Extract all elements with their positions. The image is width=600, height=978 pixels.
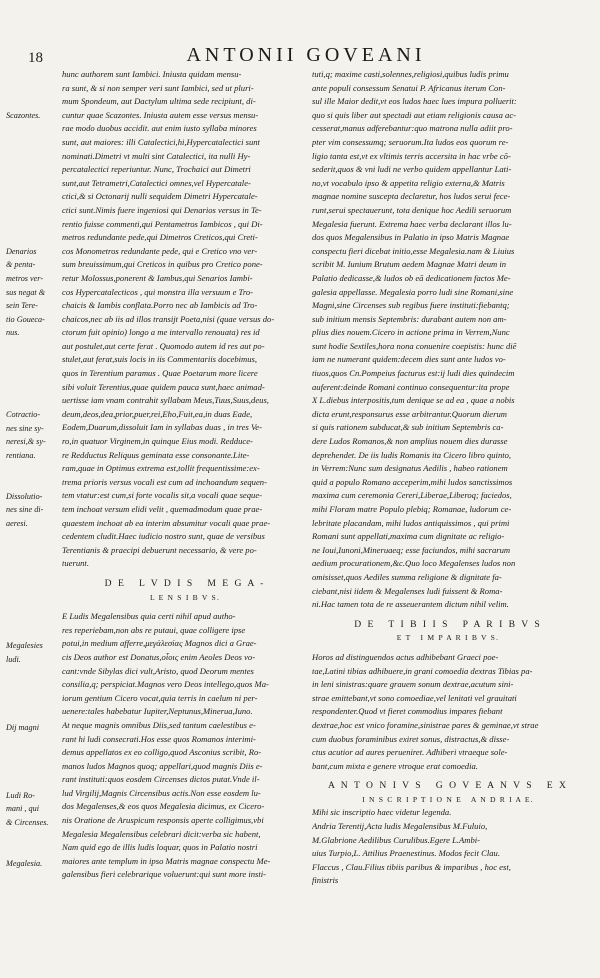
text-line: magnae nomine suscepta declaretur, hos ludos serui fece-	[312, 191, 511, 202]
text-line: stulet,aut ferat,suis locis in iis Commentariis docebimus,	[62, 354, 258, 365]
text-line: sum breuissimum,qui Creticos in quibus pro Cretico pone-	[62, 259, 263, 270]
text-line: runt,serui spectauerunt, tota denique hoc Aedili seruorum	[312, 204, 512, 215]
text-line: galesia appellasse. Megalesia porro ludi sine Romani,sine	[312, 286, 514, 297]
margin-note: Cotractio-	[6, 410, 41, 419]
text-line: ram,quae in Optimus extrema est,tollit frequentissime:ex-	[62, 463, 260, 474]
text-line: cum duobus foraminibus exiret sonus, distractus,& disse-	[312, 733, 510, 744]
text-line: Magni,sine Circenses sub regibus fuere instituti:fiebantq;	[312, 300, 510, 311]
text-line: dextrae,hoc est vnico foramine,sinistrae pares & geminae,vt strae	[312, 719, 539, 730]
text-line: uius Turpio,L. Attilius Praenestinus. Modos fecit Clau.	[312, 848, 500, 859]
margin-note: & Circenses.	[6, 818, 49, 827]
text-line: quo si quis liber aut spectadi aut etiam religionis causa ac-	[312, 109, 517, 120]
text-line: Flaccus , Clau.Filius tibiis paribus & imparibus , hoc est,	[312, 861, 511, 872]
section-heading: L E N S I B V S.	[149, 592, 221, 602]
text-line: dere Ludos Romanos,& non amplius nouem dies durasse	[312, 436, 508, 447]
text-line: Eodem,Duarum,dissoluit Iam in syllabas duas , in tres Ve-	[62, 422, 262, 433]
text-line: bant,cum mixta e genere vtroque erat comoedia.	[312, 760, 478, 771]
text-line: manos ludos Magnos quoq; appellari,quod magnis Diis e-	[62, 760, 263, 771]
right-column	[312, 68, 584, 966]
text-line: pter vim consessumq; seruorum.Ita ludos eos quorum re-	[312, 136, 509, 147]
text-line: Palatio dedicasse,& ludos ob eā dedicationem factos Me-	[312, 272, 511, 283]
text-line: quos in Terentium paramus . Quae Poetarum more licere	[62, 368, 258, 379]
text-line: no,vt vocabulo ipso & appetita religio externa,& Matris	[312, 177, 505, 188]
text-line: ni.Hac tamen tota de re asseuerantem dictum nihil velim.	[312, 599, 509, 610]
text-line: sul ille Maior dedit,vt eos ludos haec lues impura polluerit:	[312, 96, 517, 107]
text-line: tuerunt.	[62, 558, 89, 569]
margin-note: sein Tere-	[6, 301, 38, 311]
text-line: iam ne numerant quidem:decem dies sunt ante ludos vo-	[312, 354, 506, 365]
margin-note: & penta-	[6, 260, 36, 270]
margin-notes	[6, 68, 62, 966]
text-line: rentio fuisse commenti,qui Pentametros Iambicos , qui Di-	[62, 218, 263, 229]
text-line: Mihi sic inscriptio haec videtur legenda.	[312, 807, 452, 818]
text-line: ctici sunt.Nimis fuere ingeniosi qui Denarios versus in Te-	[62, 204, 262, 215]
text-line: plius dies nouem.Cicero in actione prima in Verrem,Nunc	[312, 327, 510, 338]
text-line: cos Monometros redundante pede, qui e Cretico vno ver-	[62, 245, 258, 256]
text-line: auferent:deinde Romani continuo consequentur:ita prope	[312, 381, 510, 392]
text-line: deprehendet. De iis ludis Romanis ita Cicero libro quinto,	[312, 449, 512, 460]
text-line: ro,in quatuor Virginem,in quinque Eius modi. Redduce-	[62, 436, 253, 447]
text-line: metros redundante pede,qui Dimetros Creticos,qui Creti-	[62, 232, 258, 243]
text-line: aedium procurationem,&c.Quo loco Megalenses ludos non	[312, 558, 516, 569]
text-line: chaicos,nec ab iis ad illos transijt Poeta,nisi (quae versus do-	[62, 313, 275, 324]
text-line: quaestem inchoat ab ea interim absumitur vocali quae prae-	[62, 517, 271, 528]
text-line: Megalesia fuerunt. Extrema haec verba declarant illos lu-	[312, 218, 512, 229]
page-number: 18	[28, 50, 43, 66]
margin-note: nes sine sy-	[6, 423, 44, 433]
text-line: lebritate placandam, mihi ludos antiquissimos , qui primi	[312, 517, 510, 528]
text-line: demus appellatos ex eo colligo,quod Asconius scribit, Ro-	[62, 747, 262, 758]
margin-note: neresi,& sy-	[6, 437, 46, 447]
text-line: finistris	[312, 875, 339, 886]
margin-note: Megalesies	[6, 641, 43, 651]
text-line: rant instituti:quos eosdem Circenses dictos putat.Vnde il-	[62, 774, 260, 785]
text-line: nis Oratione de Aruspicum responsis aperte colligimus,vbi	[62, 815, 264, 826]
margin-note: mani , qui	[6, 804, 39, 814]
text-line: consilia,q; perspiciat.Magnos vero Deos intellego,quos Ma-	[62, 679, 269, 690]
text-line: res reperiebam,non abs re putaui, quae colligere ipse	[62, 624, 246, 635]
text-line: si quis rationem subducat,& sub initium Septembris ca-	[312, 422, 504, 433]
section-heading: I N S C R I P T I O N E A N D R I A E.	[362, 794, 534, 804]
text-line: cos Hypercatalecticos , qui monstra illa versuum e Tro-	[62, 286, 254, 297]
text-line: uertisse iam vnam contrahit syllabam Meus,Tuus,Suus,deus,	[62, 395, 269, 406]
text-line: cesserat,manus adferebantur:quo matrona nulla adiit pro-	[312, 123, 513, 134]
text-line: omisisset,quos Aediles summa religione & dignitate fa-	[312, 571, 502, 582]
text-line: tiuos,quos Cn.Pompeius facturus est:ij ludi dies quindecim	[312, 368, 515, 379]
text-line: in leni sinistras:quare grauem sonum dextrae,acutum sini-	[312, 679, 514, 690]
text-line: ra sunt, & si non semper veri sunt Iambici, sed ut pluri-	[62, 82, 254, 93]
section-heading: D E L V D I S M E G A -	[104, 577, 266, 589]
left-column	[62, 68, 308, 966]
text-line: sederit,quos & vni ludi ne verbo quidem appellantur Lati-	[312, 164, 512, 175]
text-line: chaicis & Iambis conflata.Porro nec ab Iambicis ad Tro-	[62, 300, 258, 311]
margin-note: Ludi Ro-	[6, 790, 35, 800]
text-line: cuntur quae Scazontes. Iniusta autem esse versus mensu-	[62, 109, 259, 120]
text-line: ctus acutior ad aures perueniret. Adhiberi vtraeque sole-	[312, 747, 508, 758]
text-line: ante populi consessum Senatui P. Africanus iterum Con-	[312, 82, 506, 93]
text-line: sunt,aut Tetrametri,Catalectici omnes,vel Hypercatale-	[62, 177, 251, 188]
text-line: percatalectici reperiuntur. Nunc, Trochaici aut Dimetri	[62, 164, 251, 175]
text-line: dos quos Megalensibus in Palatio in ipso Matris Magnae	[312, 232, 510, 243]
text-line: re Redductus Reliquus geminata esse consonante.Lite-	[62, 449, 250, 460]
text-line: ligio tanta est,vt ex vltimis terris accersita in hac vrbe cō-	[312, 150, 511, 161]
text-line: cant:vnde Sibylas dici vult,Aristo, quod Deorum mentes	[62, 665, 254, 676]
text-line: iorum gentium Cicero vocat,quia terris in caelum ni per-	[62, 692, 258, 703]
text-line: retur Molossus,ponerent & Iambus,qui Senarios Iambi-	[62, 272, 253, 283]
text-line: strae emittebant,vt sono comoediae,vel lenitati vel grauitati	[312, 692, 517, 703]
text-line: At neque magnis omnibus Diis,sed tantum caelestibus e-	[62, 719, 256, 730]
text-line: nominati.Dimetri vt multi sint Catalectici, ita nulli Hy-	[62, 150, 251, 161]
text-line: dos Megalenses,& eos quos Megalesia dicimus, ex Cicero-	[62, 801, 265, 812]
text-line: Romani sunt appellati,maxima cum dignitate ac religio-	[312, 531, 505, 542]
text-line: respondenter.Quod vt fieret commodius impares fiebant	[312, 706, 503, 717]
text-line: Horos ad distinguendos actus adhibebant Graeci poe-	[312, 651, 499, 662]
text-line: sub initium mensis Septembris: durabant autem non am-	[312, 313, 507, 324]
margin-note: metros ver-	[6, 274, 44, 283]
section-heading: D E T I B I I S P A R I B V S	[354, 618, 542, 630]
text-line: rant hi ludi consecrati.Hos esse quos Romanos interimi-	[62, 733, 256, 744]
text-line: in Verrem:Nunc sum designatus Aedilis , habeo rationem	[312, 463, 508, 474]
text-line: sunt, aut maiores: illi Catalectici,hi,Hypercatalectici sunt	[62, 136, 260, 147]
text-line: sibi voluit Terentius,quae quidem pauca sunt,haec animad-	[62, 381, 265, 392]
margin-note: nus.	[6, 328, 20, 338]
text-line: lud Virgilij,Magnis Circensibus actis.Non esse eosdem lu-	[62, 787, 261, 798]
text-line: Terentianis & praecipi debuerunt necessario, & vere po-	[62, 544, 257, 555]
section-heading: E T I M P A R I B V S.	[396, 633, 500, 643]
text-line: Nam quid ego de illis ludis loquar, quos in Palatio nostri	[62, 842, 258, 853]
margin-note: nes sine di-	[6, 505, 44, 515]
text-line: conspectu fieri dicebat initio,esse Megalesia.nam & Liuius	[312, 245, 515, 256]
text-line: dicta erunt,responsurus esse arbitrantur.Quorum dierum	[312, 408, 507, 419]
text-line: cis Deos author est Donatus,οἷοις enim Aeoles Deos vo-	[62, 651, 256, 662]
text-line: X L.diebus interpositis,tum denique se ad ea , quae a nobis	[312, 395, 515, 406]
text-line: ctorum fuit opinio) longo a me intervallo renouata) res id	[62, 327, 260, 338]
text-line: tae,Latini tibias adhibuere,in grani comoedia dextras Tibias pa-	[312, 665, 533, 676]
margin-note: Megalesia.	[6, 858, 43, 868]
margin-note: Dissolutio-	[6, 491, 43, 501]
text-line: aut postulet,aut certe ferat . Quomodo autem id res aut po-	[62, 340, 265, 351]
text-line: mum Spondeum, aut Dactylum ultima sede recipiunt, di-	[62, 96, 256, 107]
text-line: quid a populo Romano acceperim,mihi ludos sanctissimos	[312, 476, 513, 487]
text-line: rae modo duobus accidit. aut enim iusto syllaba minores	[62, 123, 257, 134]
text-line: Megalesia Megalensibus celebrari dicit:verba sic habent,	[62, 828, 261, 839]
text-line: ctici,& si Octonarij nulli sequidem Dimetri Hypercatale-	[62, 191, 258, 202]
text-line: sunt hodie Sextiles,hora nona conuenire coepistis: hunc diē	[312, 340, 517, 351]
text-line: E Ludis Megalensibus quia certi nihil apud autho-	[62, 611, 236, 622]
text-line: Andria Terentij,Acta ludis Megalensibus M.Fuluio,	[312, 821, 488, 832]
text-line: cedentem cludit.Haec iudicio nostro sunt, quae de versibus	[62, 531, 265, 542]
text-line: trema prioris versus vocali est cum ad inchoandum sequen-	[62, 476, 267, 487]
text-line: uenere:tales habebatur Iupiter,Neptunus,Minerua,Iuno.	[62, 706, 253, 717]
text-line: M.Glabrione Aedilibus Curulibus.Egere L.Ambi-	[312, 834, 481, 845]
text-line: hunc authorem sunt Iambici. Iniusta quidam mensu-	[62, 69, 242, 79]
margin-note: Denarios	[6, 246, 37, 256]
margin-note: aeresi.	[6, 518, 28, 528]
margin-note: ludi.	[6, 654, 21, 664]
text-line: potui,in medium afferre,μεγάλεσίας Magnos dici a Grae-	[62, 638, 257, 649]
text-line: ne Ioui,Iunoni,Mineruaeq; esse faciundos, mihi sacrarum	[312, 544, 511, 555]
text-line: maxima cum ceremonia Cereri,Liberae,Liberoq; faciedos,	[312, 490, 512, 501]
text-line: deum,deos,dea,prior,puer,rei,Eho,Fuit,ea,in duas Eade,	[62, 408, 253, 419]
margin-note: rentiana.	[6, 450, 36, 460]
text-line: scribit M. Iunium Brutum aedem Magnae Matri deum in	[312, 259, 507, 270]
text-line: tem vtatur:est cum,si forte vocalis sit,a vocali quae seque-	[62, 490, 262, 501]
text-line: tuti,q; maxime casti,solennes,religiosi,quibus ludis primu	[312, 69, 509, 79]
text-line: mihi Floram matre Populo plebiq; Romanae, ludorum ce-	[312, 504, 512, 514]
margin-note: sus negat &	[6, 287, 46, 297]
page-header	[28, 44, 584, 70]
section-heading: A N T O N I V S G O V E A N V S E X	[328, 780, 568, 792]
text-line: tem inchoat versum elidi velit , quemadmodum quae prae-	[62, 504, 263, 514]
text-line: galensibus fieri celebrarique voluerunt:qui sunt more insti-	[62, 869, 266, 880]
margin-note: Dij magni	[6, 722, 39, 732]
text-line: ciebant,nisi iidem & Megalenses ludi fuissent & Roma-	[312, 585, 503, 596]
margin-note: tio Goueca-	[6, 314, 45, 324]
running-title: ANTONII GOVEANI	[186, 44, 426, 66]
text-line: maiores ante templum in ipso Matris magnae conspectu Me-	[62, 855, 271, 866]
margin-note: Scazontes.	[6, 110, 41, 120]
